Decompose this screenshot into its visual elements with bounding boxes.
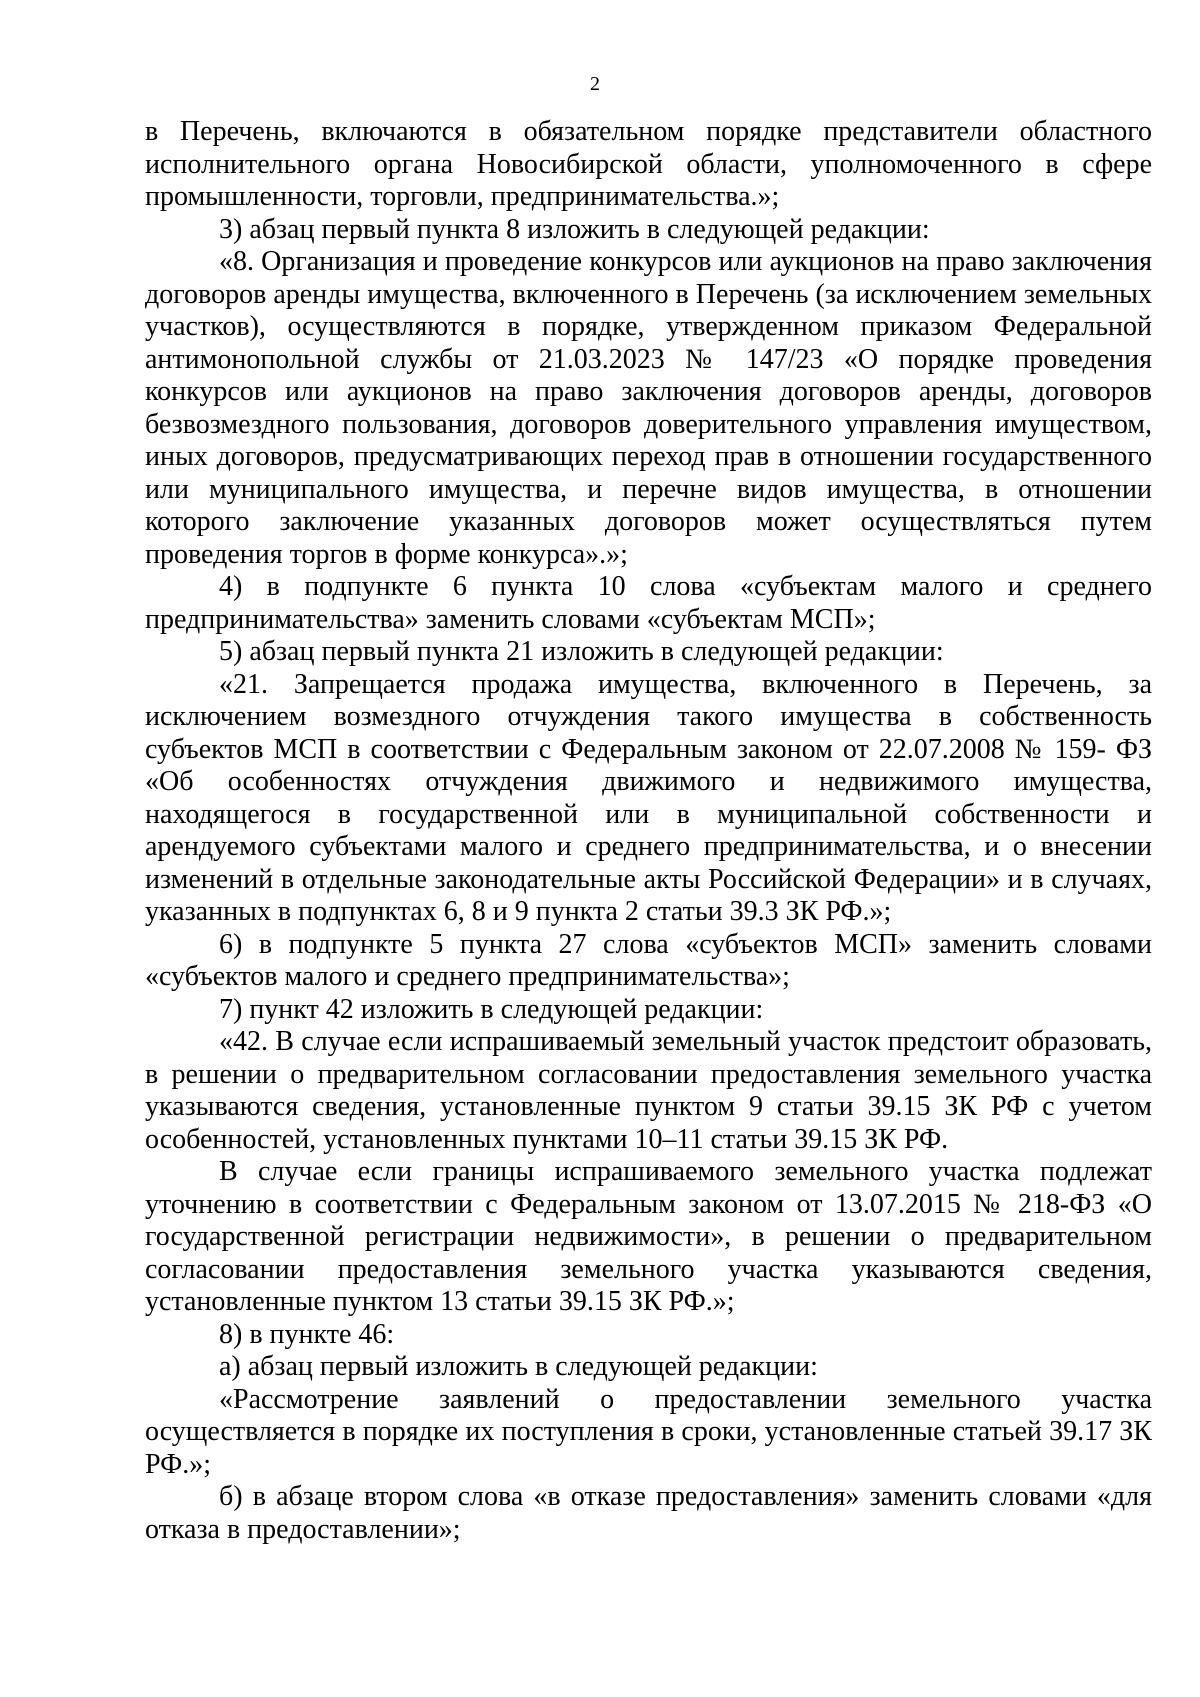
paragraph: 6) в подпункте 5 пункта 27 слова «субъектов МСП» заменить словами «субъектов малого и среднего предпринимательства»;: [145, 928, 1152, 992]
paragraph: «42. В случае если испрашиваемый земельный участок предстоит образовать, в решении о предварительном согласовании предоставления земельного участка указываются сведения, установленные пунктом 9 статьи 39.15 ЗК РФ с учетом особенностей, установленных пунктами 10–11 статьи 39.15 ЗК РФ.: [145, 1026, 1152, 1155]
page-number: 2: [590, 73, 600, 95]
paragraph: «8. Организация и проведение конкурсов или аукционов на право заключения договоров аренды имущества, включенного в Перечень (за исключением земельных участков), осуществляются в порядке, утвержденном приказом Федеральной антимонопольной службы от 21.03.2023 № 147/23 «О порядке проведения конкурсов или аукционов на право заключения договоров аренды, договоров безвозмездного пользования, договоров доверительного управления имуществом, иных договоров, предусматривающих переход прав в отношении государственного или муниципального имущества, и перечне видов имущества, в отношении которого заключение указанных договоров может осуществляться путем проведения торгов в форме конкурса».»;: [145, 246, 1152, 570]
paragraph: «21. Запрещается продажа имущества, включенного в Перечень, за исключением возмездного отчуждения такого имущества в собственность субъектов МСП в соответствии с Федеральным законом от 22.07.2008 № 159- ФЗ «Об особенностях отчуждения движимого и недвижимого имущества, находящегося в государственной или в муниципальной собственности и арендуемого субъектами малого и среднего предпринимательства, и о внесении изменений в отдельные законодательные акты Российской Федерации» и в случаях, указанных в подпунктах 6, 8 и 9 пункта 2 статьи 39.3 ЗК РФ.»;: [145, 668, 1152, 927]
paragraph: б) в абзаце втором слова «в отказе предоставления» заменить словами «для отказа в предоставлении»;: [145, 1481, 1152, 1545]
document-body: [145, 116, 1152, 1546]
paragraph: 7) пункт 42 изложить в следующей редакции:: [219, 993, 764, 1025]
paragraph: 8) в пункте 46:: [219, 1318, 395, 1350]
paragraph: 5) абзац первый пункта 21 изложить в следующей редакции:: [219, 636, 944, 667]
paragraph: в Перечень, включаются в обязательном порядке представители областного исполнительного органа Новосибирской области, уполномоченного в сфере промышленности, торговли, предпринимательства.»;: [145, 116, 1152, 212]
paragraph: 4) в подпункте 6 пункта 10 слова «субъектам малого и среднего предпринимательства» заменить словами «субъектам МСП»;: [145, 571, 1152, 635]
paragraph: 3) абзац первый пункта 8 изложить в следующей редакции:: [219, 213, 930, 245]
paragraph: а) абзац первый изложить в следующей редакции:: [219, 1351, 818, 1382]
paragraph: «Рассмотрение заявлений о предоставлении земельного участка осуществляется в порядке их поступления в сроки, установленные статьей 39.17 ЗК РФ.»;: [145, 1383, 1152, 1480]
paragraph: В случае если границы испрашиваемого земельного участка подлежат уточнению в соответствии с Федеральным законом от 13.07.2015 № 218-ФЗ «О государственной регистрации недвижимости», в решении о предварительном согласовании предоставления земельного участка указываются сведения, установленные пунктом 13 статьи 39.15 ЗК РФ.»;: [145, 1156, 1152, 1317]
